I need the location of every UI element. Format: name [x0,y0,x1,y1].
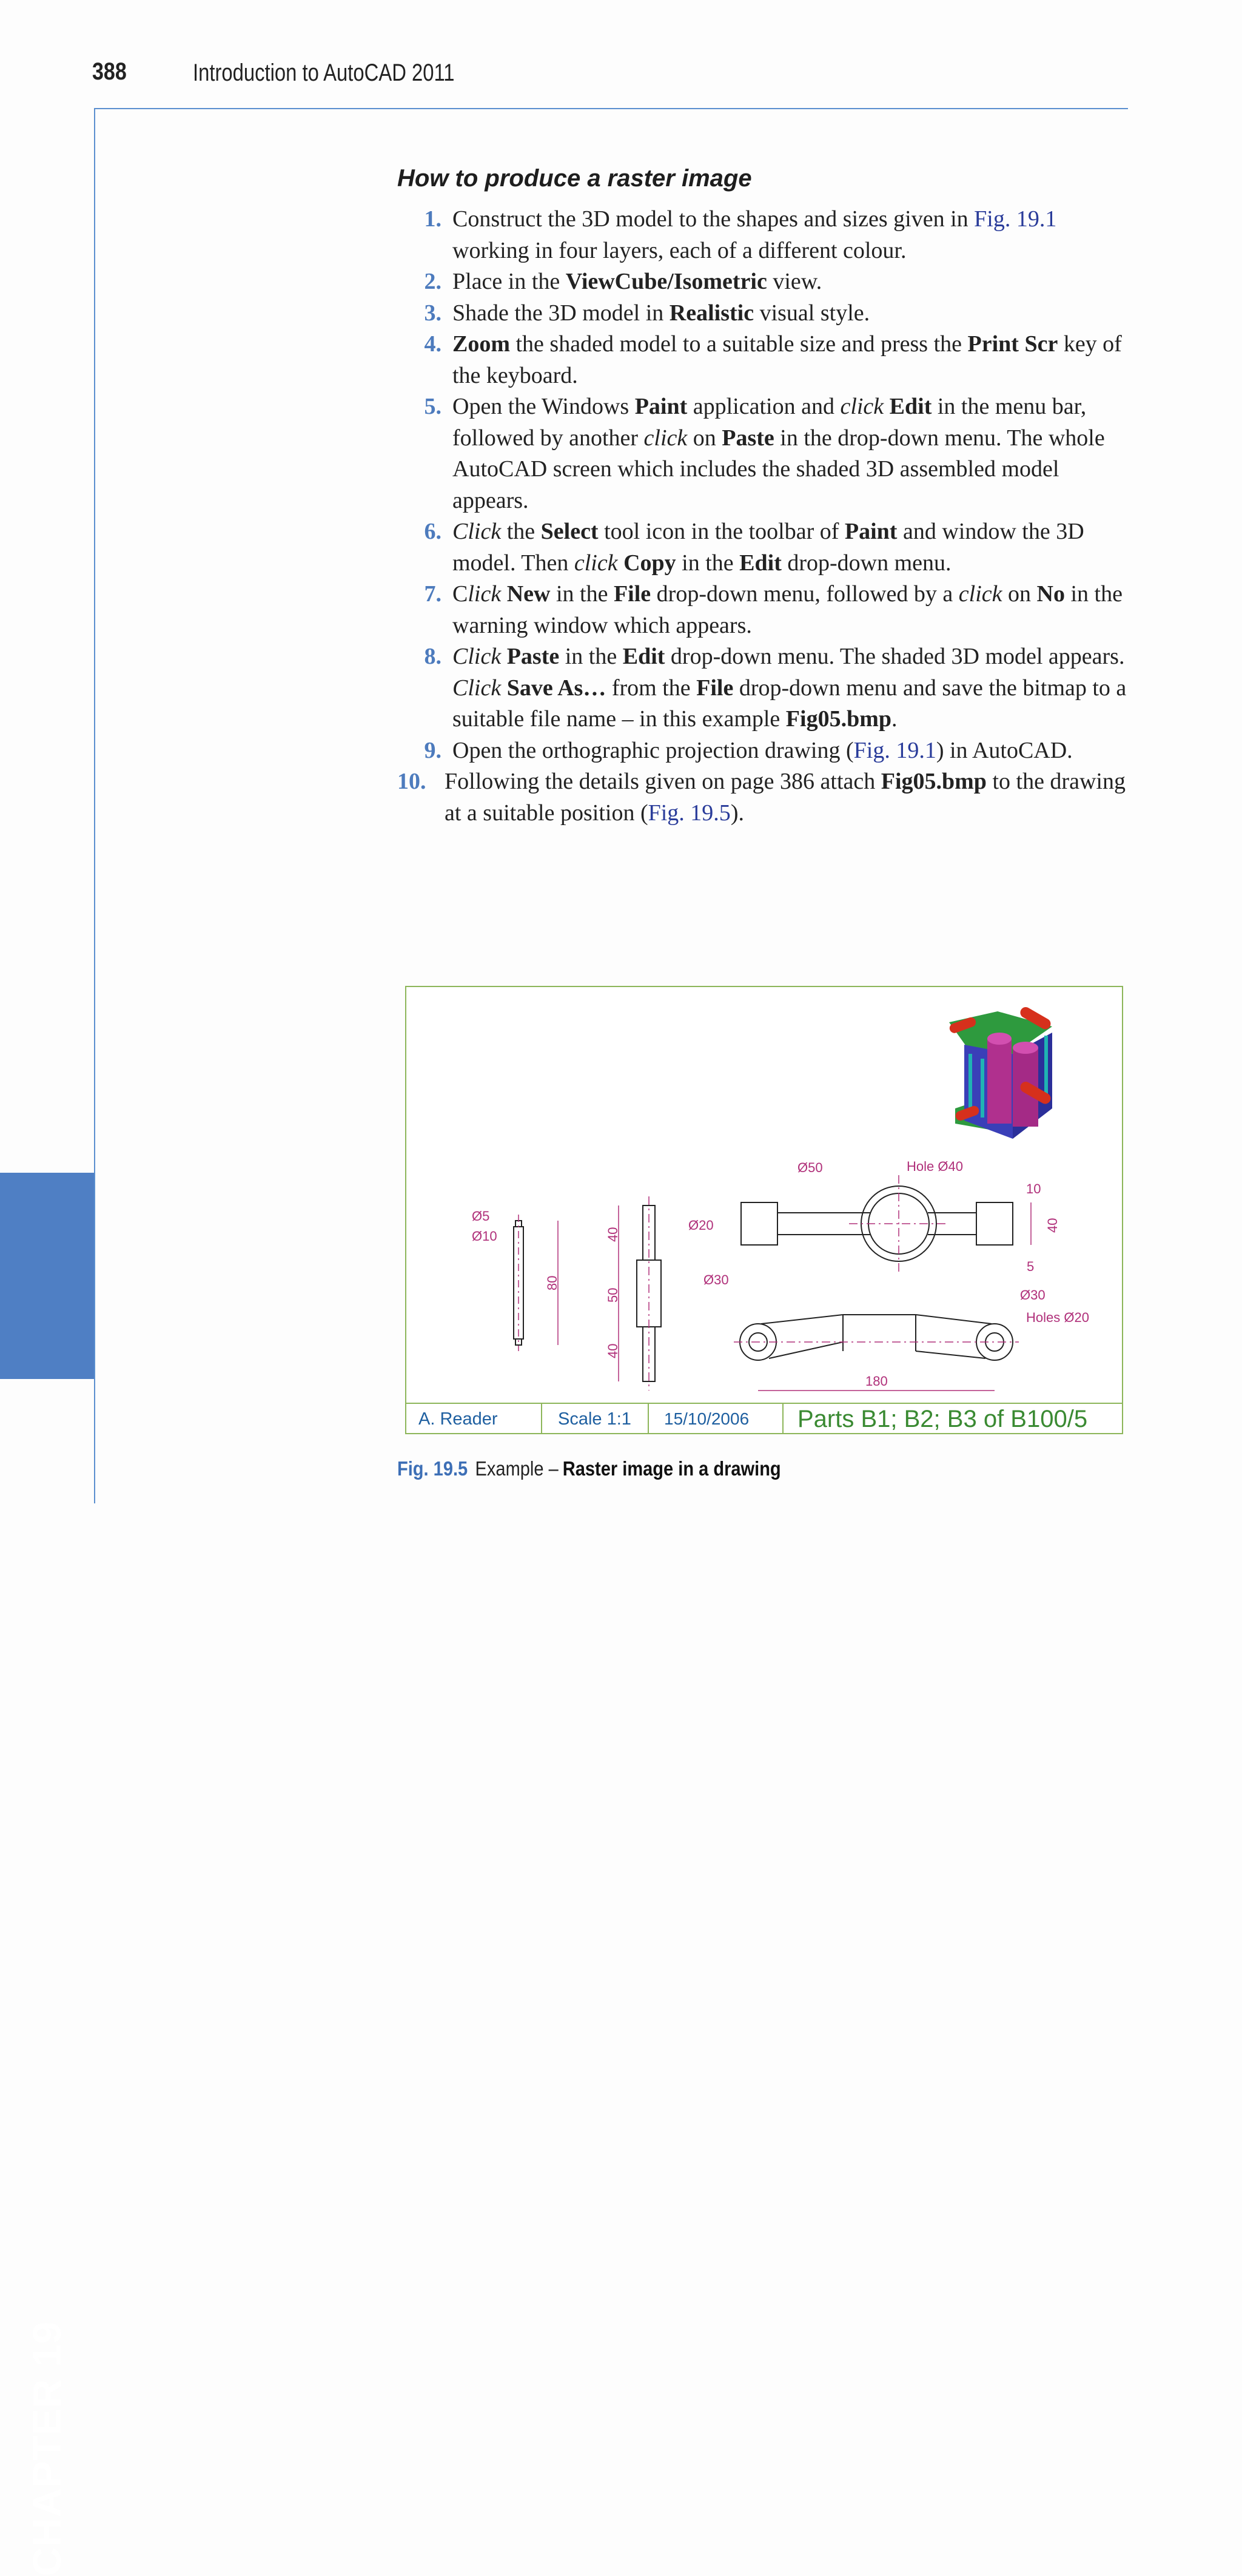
technical-drawing [406,987,1122,1403]
step-item [397,329,1134,391]
dim-d10: Ø10 [472,1229,497,1244]
step-text-run: . [891,706,898,732]
step-text-run: key of the keyboard. [452,331,1122,388]
step-text [441,579,1134,641]
step-number: 10. [397,769,426,794]
step-text-run: in the [559,644,623,669]
step-item [397,735,1134,767]
step-text-run: Open the orthographic projection drawing ( [452,737,854,763]
shaded-3d-model [948,1005,1053,1139]
step-text-run: in the [676,550,740,576]
step-text [441,391,1134,516]
step-text-run: in the menu bar, followed by another [452,394,1087,451]
caption-title: Raster image in a drawing [562,1457,781,1480]
dim-40c: 40 [1045,1218,1060,1233]
step-number: 7. [424,581,441,607]
step-text-run: No [1036,581,1065,607]
step-item [397,516,1134,579]
title-block-author: A. Reader [418,1409,498,1429]
step-text-run: Paste [506,644,560,669]
step-text-run: Click [452,519,502,544]
step-text-run: ViewCube/Isometric [565,269,767,294]
step-number: 2. [424,269,441,294]
step-text-run: Paint [634,394,688,419]
step-text-run: Paste [722,425,774,451]
step-item [397,391,1134,516]
step-text-run: to the drawing at a suitable position ( [445,769,1126,826]
step-text [441,641,1134,735]
step-text-run: Select [540,519,599,544]
step-text-run: Print Scr [967,331,1058,357]
step-text-run: drop-down menu and save the bitmap to a suitable file name – in this example [452,675,1127,732]
dim-5: 5 [1027,1259,1035,1274]
step-text-run: Realistic [669,300,754,326]
step-text-run: File [613,581,651,607]
step-text-run: view. [767,269,822,294]
section-title: How to produce a raster image [397,165,752,192]
steps-list [397,204,1134,829]
step-text-run: Open the Windows [452,394,635,419]
step-text-run: Edit [622,644,665,669]
title-block [406,1403,1122,1434]
step-text [441,298,1134,329]
step-number: 8. [424,644,441,669]
header-rule [94,108,1128,109]
running-header: Introduction to AutoCAD 2011 [193,59,455,86]
title-block-divider [541,1404,542,1434]
step-item [397,298,1134,329]
step-text-run: Construct the 3D model to the shapes and sizes given in [452,206,975,232]
dim-d5: Ø5 [472,1209,490,1224]
figure-drawing [405,986,1123,1434]
step-text-run: Click [452,644,502,669]
step-text-run: from the [606,675,697,701]
step-text-run: Zoom [452,331,510,357]
dim-holes20: Holes Ø20 [1026,1310,1089,1325]
chapter-tab [0,1173,94,2576]
step-text-run: File [696,675,734,701]
chapter-label: CHAPTER 19 [24,2321,69,2576]
step-text-run: Shade the 3D model in [452,300,670,326]
step-text-run: ). [730,800,744,826]
dim-40b: 40 [605,1343,620,1358]
title-block-parts: Parts B1; B2; B3 of B100/5 [797,1406,1088,1432]
step-text-run: Place in the [452,269,566,294]
caption-label: Fig. 19.5 [397,1457,468,1480]
step-text-run: lick [468,581,502,607]
step-number: 3. [424,300,441,326]
dim-d30a: Ø30 [703,1272,729,1287]
step-text-run: drop-down menu, followed by a [651,581,959,607]
step-text-run: tool icon in the toolbar of [598,519,845,544]
step-text-run [501,644,507,669]
figure-reference: Fig. 19.1 [853,737,936,763]
dim-180: 180 [865,1374,888,1389]
dim-50: 50 [605,1287,620,1303]
dim-hole40: Hole Ø40 [907,1159,963,1174]
step-text-run: visual style. [754,300,870,326]
step-text-run: working in four layers, each of a different colour. [452,237,907,263]
step-text-run: click [840,394,884,419]
step-text-run: drop-down menu. The shaded 3D model appears. [665,644,1125,669]
step-text [441,516,1134,579]
step-text-run: C [452,581,468,607]
step-text-run: on [687,425,722,451]
step-number: 9. [424,737,441,763]
figure-caption [397,1457,781,1480]
step-text-run: click [958,581,1002,607]
step-text [441,204,1134,266]
step-item [397,204,1134,266]
figure-reference: Fig. 19.1 [974,206,1057,232]
caption-prefix: Example – [475,1457,559,1480]
title-block-divider [648,1404,649,1434]
step-text-run: Click [452,675,502,701]
dim-d20: Ø20 [688,1218,714,1233]
step-text-run: Copy [623,550,676,576]
step-text-run: in the [550,581,614,607]
step-item [397,766,1134,829]
title-block-scale: Scale 1:1 [558,1409,631,1429]
step-text [441,266,1134,298]
step-text-run: Paint [844,519,898,544]
title-block-divider [782,1404,784,1434]
step-text-run: Save As… [506,675,606,701]
step-text [434,766,1134,829]
step-item [397,579,1134,641]
step-text-run: in the warning window which appears. [452,581,1123,638]
step-text-run: drop-down menu. [781,550,952,576]
step-text-run: Edit [889,394,932,419]
part-shaft-view [619,1196,661,1391]
step-text-run: and window the 3D model. Then [452,519,1084,576]
part-link-plan [741,1175,1031,1272]
margin-rule [94,108,95,1503]
step-text-run: Fig05.bmp [881,769,987,794]
step-text-run [884,394,890,419]
step-number: 1. [424,206,441,232]
dim-10: 10 [1026,1181,1041,1196]
step-number: 6. [424,519,441,544]
title-block-date: 15/10/2006 [664,1409,750,1428]
step-text-run: click [574,550,618,576]
step-text-run: the [501,519,541,544]
dim-d30b: Ø30 [1020,1287,1046,1303]
step-number: 5. [424,394,441,419]
step-text-run: ) in AutoCAD. [936,737,1073,763]
step-text-run [501,581,507,607]
step-text-run: Fig05.bmp [785,706,891,732]
step-text-run: Following the details given on page 386 attach [445,769,881,794]
page-number: 388 [92,58,127,85]
step-text-run: application and [687,394,841,419]
step-text-run: Edit [739,550,782,576]
step-text-run: the shaded model to a suitable size and press the [510,331,968,357]
step-text-run: New [506,581,551,607]
dim-d50: Ø50 [797,1160,823,1175]
dim-80: 80 [545,1275,560,1290]
step-text-run [501,675,507,701]
step-text [441,735,1134,767]
step-item [397,266,1134,298]
step-item [397,641,1134,735]
step-number: 4. [424,331,441,357]
dim-40a: 40 [605,1227,620,1242]
step-text-run [618,550,624,576]
step-text-run: click [643,425,688,451]
step-text-run: on [1002,581,1037,607]
step-text [441,329,1134,391]
step-text-run: in the drop-down menu. The whole AutoCAD screen which includes the shaded 3D assembled model appears. [452,425,1105,513]
figure-reference: Fig. 19.5 [648,800,731,826]
